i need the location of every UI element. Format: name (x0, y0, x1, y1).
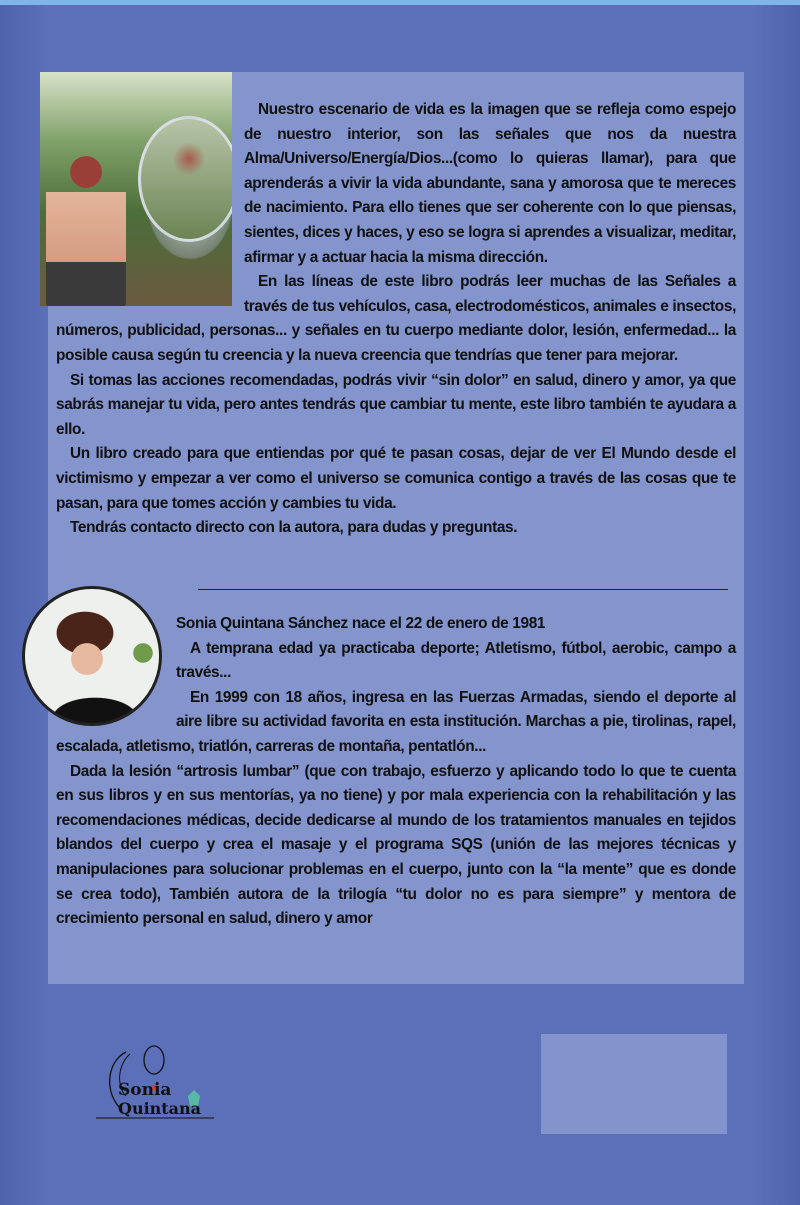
blurb-paragraph: Un libro creado para que entiendas por qué te pasan cosas, dejar de ver El Mundo desde el victimismo y empezar a ver como el universo se comunica contigo a través de las cosas que te pasan, para que tomes acción y cambies tu vida. (56, 445, 736, 512)
book-blurb (56, 98, 736, 541)
logo-line2: Quintana (118, 1099, 202, 1118)
author-bio (56, 612, 736, 932)
blurb-paragraph: Tendrás contacto directo con la autora, para dudas y preguntas. (70, 519, 518, 537)
bio-paragraph: A temprana edad ya practicaba deporte; Atletismo, fútbol, aerobic, campo a través... (176, 639, 736, 682)
bio-paragraph: Dada la lesión “artrosis lumbar” (que con trabajo, esfuerzo y aplicando todo lo que te cuenta en sus libros y en sus mentorías, ya no tiene) y por mala experiencia con la rehabilitación y las recomendaciones médicas, decide dedicarse al mundo de los tratamientos manuales en tejidos blandos del cuerpo y crea el masaje y el programa SQS (unión de las mejores técnicas y manipulaciones para solucionar problemas en el cuerpo, junto con la “la mente” que es donde se crea todo), También autora de la trilogía “tu dolor no es para siempre” y mentora de crecimiento personal en salud, dinero y amor (56, 762, 736, 928)
mirror-photo (40, 72, 232, 306)
photo-mirror (138, 116, 232, 242)
author-avatar (22, 586, 162, 726)
logo-line1: Sonia (118, 1080, 172, 1100)
bio-paragraph: Sonia Quintana Sánchez nace el 22 de enero de 1981 (176, 615, 546, 632)
blurb-paragraph: En las líneas de este libro podrás leer muchas de las Señales a través de tus vehículos, casa, electrodomésticos, animales e insectos, números, publicidad, personas... y señales en tu cuerpo mediante dolor, lesión, enfermedad... la posible causa según tu creencia y la nueva creencia que tendrías que tener para mejorar. (56, 273, 736, 364)
bio-paragraph: En 1999 con 18 años, ingresa en las Fuerzas Armadas, siendo el deporte al aire libre su actividad favorita en esta institución. Marchas a pie, tirolinas, rapel, escalada, atletismo, triatlón, carreras de montaña, pentatlón... (56, 688, 736, 755)
section-divider (198, 589, 728, 590)
barcode-area (541, 1034, 727, 1134)
cover-top-edge (0, 0, 800, 5)
blurb-paragraph: Nuestro escenario de vida es la imagen que se refleja como espejo de nuestro interior, son las señales que nos da nuestra Alma/Universo/Energía/Dios...(como lo quieras llamar), para que aprenderás a vivir la vida abundante, sana y amorosa que te mereces de nacimiento. Para ello tienes que ser coherente con lo que piensas, sientes, dices y haces, y eso se logra si aprendes a visualizar, meditar, afirmar y a actuar hacia la misma dirección. (244, 101, 736, 266)
blurb-paragraph: Si tomas las acciones recomendadas, podrás vivir “sin dolor” en salud, dinero y amor, ya que sabrás manejar tu vida, pero antes tendrás que cambiar tu mente, este libro también te ayudara a ello. (56, 371, 736, 438)
photo-person (46, 142, 126, 306)
author-logo (96, 1044, 216, 1124)
